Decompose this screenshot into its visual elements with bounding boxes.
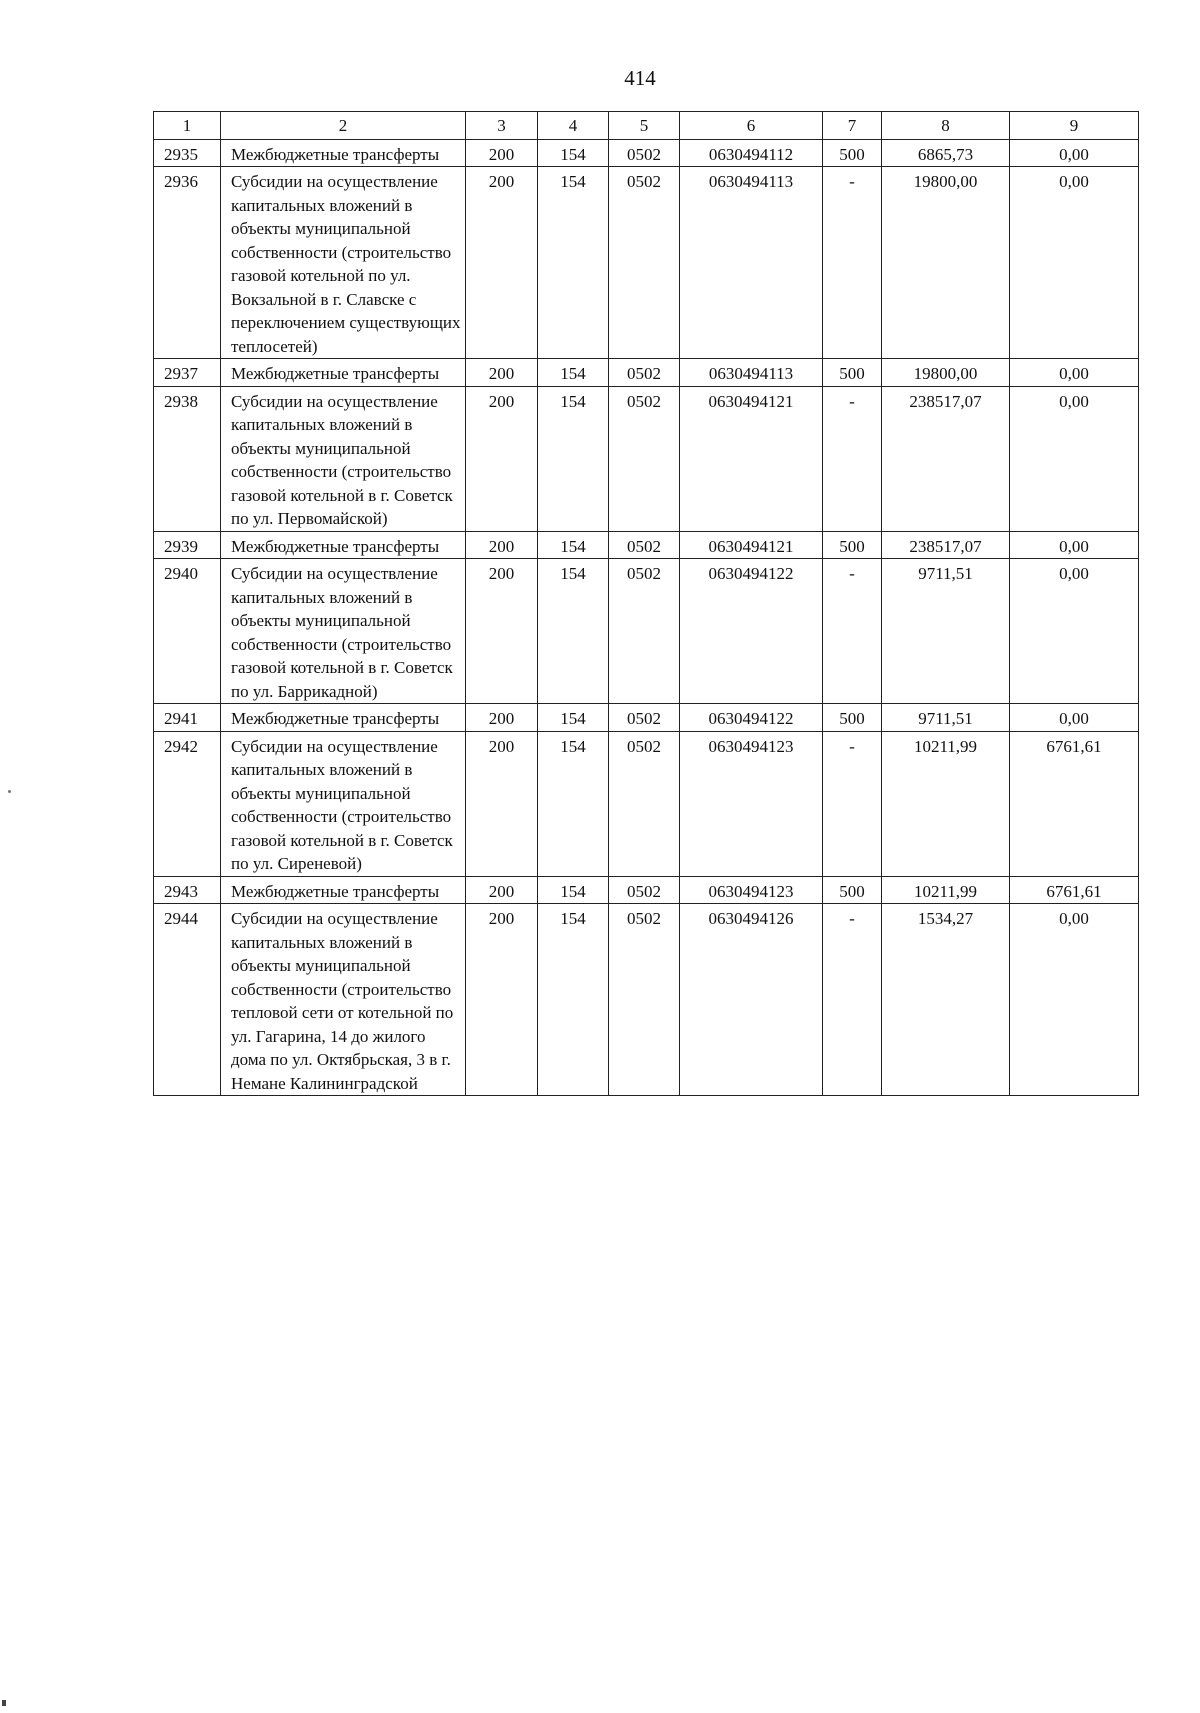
row-number: 2935: [154, 139, 221, 167]
row-name: Субсидии на осуществление капитальных вложений в объекты муниципальной собственности (строительство газовой котельной в г. Советск по ул. Баррикадной): [221, 559, 466, 704]
cell-col7: 500: [823, 359, 882, 387]
row-number: 2944: [154, 904, 221, 1096]
scan-artifact: [8, 790, 11, 793]
cell-col5: 0502: [609, 559, 680, 704]
table-row: [154, 876, 1139, 904]
cell-col5: 0502: [609, 704, 680, 732]
cell-col8: 238517,07: [882, 386, 1010, 531]
cell-col7: -: [823, 386, 882, 531]
table-row: [154, 904, 1139, 1096]
table-row: [154, 386, 1139, 531]
cell-col6: 0630494113: [680, 167, 823, 359]
cell-col8: 9711,51: [882, 704, 1010, 732]
column-header: 7: [823, 112, 882, 140]
cell-col6: 0630494113: [680, 359, 823, 387]
cell-col6: 0630494112: [680, 139, 823, 167]
cell-col4: 154: [538, 531, 609, 559]
row-name: Межбюджетные трансферты: [221, 139, 466, 167]
cell-col7: 500: [823, 876, 882, 904]
cell-col4: 154: [538, 167, 609, 359]
cell-col7: 500: [823, 139, 882, 167]
budget-table: [153, 111, 1139, 1096]
cell-col3: 200: [466, 876, 538, 904]
table-row: [154, 167, 1139, 359]
row-name: Субсидии на осуществление капитальных вложений в объекты муниципальной собственности (строительство тепловой сети от котельной по ул. Гагарина, 14 до жилого дома по ул. Октябрьская, 3 в г. Немане Калининградской: [221, 904, 466, 1096]
cell-col9: 0,00: [1010, 904, 1139, 1096]
cell-col9: 0,00: [1010, 167, 1139, 359]
column-header: 8: [882, 112, 1010, 140]
cell-col9: 0,00: [1010, 386, 1139, 531]
cell-col3: 200: [466, 904, 538, 1096]
row-number: 2938: [154, 386, 221, 531]
row-name: Субсидии на осуществление капитальных вложений в объекты муниципальной собственности (строительство газовой котельной в г. Советск по ул. Первомайской): [221, 386, 466, 531]
cell-col3: 200: [466, 167, 538, 359]
cell-col6: 0630494121: [680, 386, 823, 531]
cell-col8: 238517,07: [882, 531, 1010, 559]
cell-col6: 0630494122: [680, 704, 823, 732]
cell-col6: 0630494126: [680, 904, 823, 1096]
cell-col5: 0502: [609, 139, 680, 167]
cell-col6: 0630494122: [680, 559, 823, 704]
scan-artifact: [2, 1700, 6, 1706]
cell-col4: 154: [538, 876, 609, 904]
row-number: 2939: [154, 531, 221, 559]
cell-col3: 200: [466, 559, 538, 704]
row-number: 2940: [154, 559, 221, 704]
row-number: 2943: [154, 876, 221, 904]
row-number: 2937: [154, 359, 221, 387]
column-header: 4: [538, 112, 609, 140]
cell-col7: -: [823, 904, 882, 1096]
row-name: Межбюджетные трансферты: [221, 359, 466, 387]
cell-col9: 0,00: [1010, 531, 1139, 559]
cell-col3: 200: [466, 731, 538, 876]
row-number: 2936: [154, 167, 221, 359]
cell-col5: 0502: [609, 531, 680, 559]
cell-col4: 154: [538, 731, 609, 876]
column-header: 2: [221, 112, 466, 140]
cell-col9: 6761,61: [1010, 876, 1139, 904]
cell-col6: 0630494121: [680, 531, 823, 559]
cell-col7: -: [823, 559, 882, 704]
cell-col8: 10211,99: [882, 876, 1010, 904]
row-name: Субсидии на осуществление капитальных вложений в объекты муниципальной собственности (строительство газовой котельной по ул. Вокзальной в г. Славске с переключением существующих теплосетей): [221, 167, 466, 359]
row-name: Межбюджетные трансферты: [221, 704, 466, 732]
cell-col5: 0502: [609, 386, 680, 531]
cell-col6: 0630494123: [680, 876, 823, 904]
row-name: Субсидии на осуществление капитальных вложений в объекты муниципальной собственности (строительство газовой котельной в г. Советск по ул. Сиреневой): [221, 731, 466, 876]
cell-col8: 9711,51: [882, 559, 1010, 704]
cell-col3: 200: [466, 531, 538, 559]
cell-col4: 154: [538, 559, 609, 704]
table-row: [154, 559, 1139, 704]
cell-col4: 154: [538, 704, 609, 732]
cell-col9: 0,00: [1010, 704, 1139, 732]
cell-col9: 6761,61: [1010, 731, 1139, 876]
cell-col9: 0,00: [1010, 559, 1139, 704]
column-header: 3: [466, 112, 538, 140]
cell-col5: 0502: [609, 876, 680, 904]
cell-col8: 10211,99: [882, 731, 1010, 876]
cell-col8: 1534,27: [882, 904, 1010, 1096]
cell-col8: 19800,00: [882, 167, 1010, 359]
cell-col5: 0502: [609, 359, 680, 387]
cell-col4: 154: [538, 904, 609, 1096]
cell-col7: -: [823, 167, 882, 359]
cell-col3: 200: [466, 704, 538, 732]
row-number: 2941: [154, 704, 221, 732]
cell-col6: 0630494123: [680, 731, 823, 876]
cell-col3: 200: [466, 139, 538, 167]
cell-col3: 200: [466, 359, 538, 387]
cell-col3: 200: [466, 386, 538, 531]
cell-col8: 6865,73: [882, 139, 1010, 167]
row-name: Межбюджетные трансферты: [221, 876, 466, 904]
cell-col8: 19800,00: [882, 359, 1010, 387]
table-row: [154, 704, 1139, 732]
cell-col5: 0502: [609, 904, 680, 1096]
column-header: 6: [680, 112, 823, 140]
page-number: 414: [624, 66, 656, 90]
row-name: Межбюджетные трансферты: [221, 531, 466, 559]
cell-col9: 0,00: [1010, 359, 1139, 387]
cell-col9: 0,00: [1010, 139, 1139, 167]
cell-col7: -: [823, 731, 882, 876]
cell-col4: 154: [538, 359, 609, 387]
table-row: [154, 139, 1139, 167]
row-number: 2942: [154, 731, 221, 876]
cell-col4: 154: [538, 139, 609, 167]
cell-col7: 500: [823, 531, 882, 559]
table-row: [154, 531, 1139, 559]
column-header: 9: [1010, 112, 1139, 140]
table-row: [154, 359, 1139, 387]
cell-col5: 0502: [609, 731, 680, 876]
table-header-row: [154, 112, 1139, 140]
cell-col7: 500: [823, 704, 882, 732]
cell-col4: 154: [538, 386, 609, 531]
column-header: 5: [609, 112, 680, 140]
column-header: 1: [154, 112, 221, 140]
table-row: [154, 731, 1139, 876]
cell-col5: 0502: [609, 167, 680, 359]
